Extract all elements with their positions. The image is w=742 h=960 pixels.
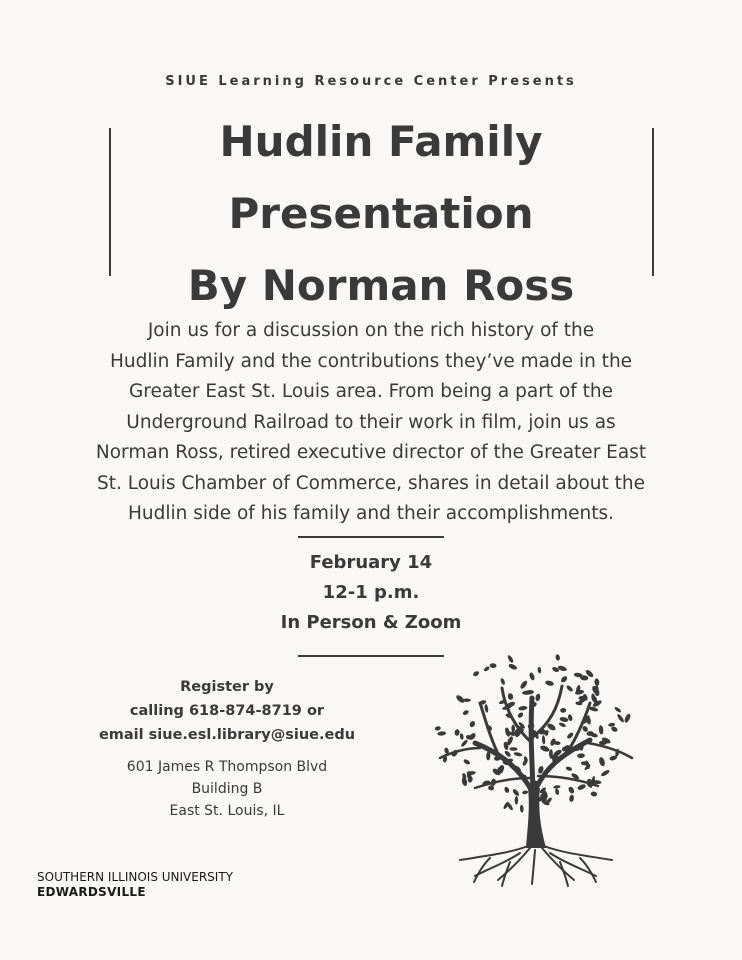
leaf (483, 666, 490, 673)
leaf (507, 693, 513, 700)
leaf (462, 709, 470, 716)
university-name-line-1: SOUTHERN ILLINOIS UNIVERSITY (37, 870, 233, 884)
leaf (577, 753, 585, 759)
description-line: Hudlin side of his family and their accomplishments. (127, 503, 615, 524)
leaf (512, 788, 520, 797)
leaf (577, 783, 587, 791)
leaf (553, 785, 561, 789)
description-line: Greater East St. Louis area. From being a part of the (128, 381, 614, 402)
register-line-2: calling 618-874-8719 or (129, 703, 325, 719)
presenter-line: SIUE Learning Resource Center Presents (165, 74, 577, 89)
leaf (616, 713, 625, 723)
title-line-2: Presentation (228, 189, 534, 238)
tree-icon (420, 648, 650, 888)
leaf (555, 788, 560, 795)
description-line: Norman Ross, retired executive director of the Greater East (95, 442, 647, 463)
leaf (560, 708, 566, 713)
leaf (454, 729, 460, 736)
leaf (469, 720, 476, 728)
left-divider (109, 128, 111, 276)
leaf (518, 705, 527, 710)
leaf (542, 735, 546, 744)
leaf (515, 796, 518, 805)
leaf (590, 791, 597, 797)
leaf (539, 744, 550, 752)
top-rule (298, 536, 444, 538)
leaf (567, 786, 575, 795)
leaf (490, 663, 497, 668)
leaf (507, 654, 514, 663)
leaf (463, 758, 471, 765)
description-line: Underground Railroad to their work in film, join us as (126, 411, 616, 433)
register-line-1: Register by (180, 679, 274, 695)
leaf (608, 722, 615, 727)
title-line-1: Hudlin Family (219, 117, 543, 166)
leaf (569, 794, 574, 802)
leaf (610, 726, 618, 733)
leaf (575, 689, 585, 695)
leaf (472, 670, 480, 677)
address-city: East St. Louis, IL (169, 803, 285, 819)
leaf (504, 750, 512, 758)
event-time: 12-1 p.m. (322, 582, 420, 603)
description-line: Join us for a discussion on the rich history of the (147, 320, 595, 341)
leaf (459, 733, 464, 740)
address-building: Building B (191, 781, 263, 797)
leaf (537, 667, 542, 674)
event-description (60, 316, 682, 530)
leaf (545, 680, 555, 687)
leaf (460, 739, 468, 748)
leaf (566, 684, 574, 692)
register-line-3: email siue.esl.library@siue.edu (98, 727, 356, 743)
leaf (598, 756, 606, 767)
leaf (504, 786, 510, 793)
leaf (500, 678, 506, 686)
leaf (528, 672, 535, 681)
right-divider (652, 128, 654, 276)
leaf (594, 678, 600, 686)
leaf (513, 752, 522, 757)
leaf (559, 716, 569, 722)
leaf (558, 722, 566, 728)
leaf (535, 693, 541, 701)
university-name-line-2: EDWARDSVILLE (37, 885, 146, 899)
event-date: February 14 (309, 552, 433, 573)
leaf (555, 654, 560, 661)
leaf (600, 769, 610, 777)
title-line-3: By Norman Ross (187, 261, 575, 310)
address-street: 601 James R Thompson Blvd (126, 759, 328, 775)
leaf (623, 713, 631, 723)
leaf (509, 747, 517, 751)
leaf (598, 725, 603, 735)
event-format: In Person & Zoom (280, 612, 462, 633)
leaf (437, 731, 446, 736)
description-line: St. Louis Chamber of Commerce, shares in detail about the (97, 472, 645, 494)
leaf (522, 790, 529, 795)
leaf (519, 680, 528, 690)
leaf (484, 704, 489, 713)
leaf (434, 726, 441, 731)
leaf (461, 777, 468, 787)
address-block (60, 756, 394, 822)
page-title (130, 106, 632, 322)
leaf (517, 711, 524, 718)
leaf (614, 706, 622, 713)
leaf (560, 675, 568, 683)
leaf (565, 766, 572, 772)
leaf (511, 725, 515, 733)
registration-info (60, 675, 394, 747)
leaf (508, 663, 518, 671)
university-logo (37, 870, 233, 900)
event-details (0, 548, 742, 638)
leaf (566, 732, 574, 740)
leaf (520, 805, 524, 813)
description-line: Hudlin Family and the contributions they’ve made in the (109, 350, 633, 372)
